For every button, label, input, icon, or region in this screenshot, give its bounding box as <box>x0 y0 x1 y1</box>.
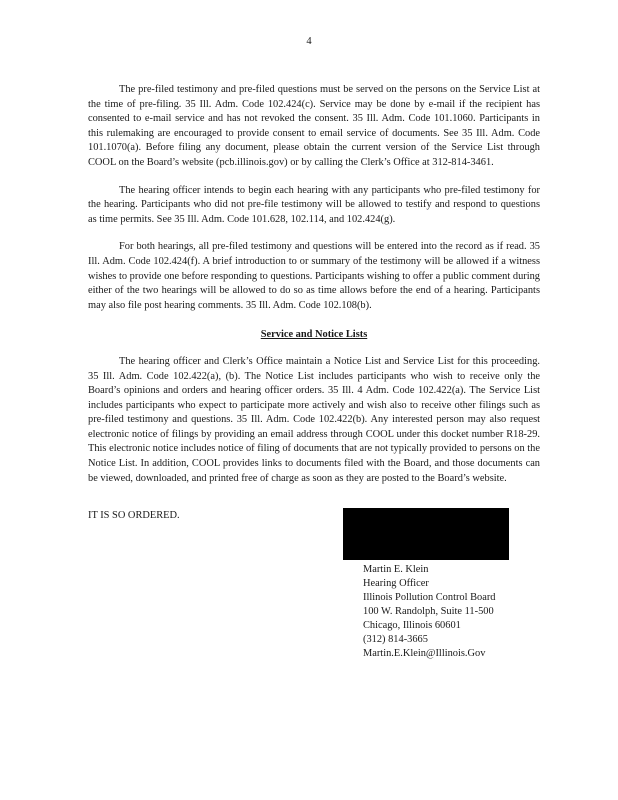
signer-title: Hearing Officer <box>363 578 429 589</box>
signer-address-line1: 100 W. Randolph, Suite 11-500 <box>363 606 494 617</box>
paragraph-prefiled-service: The pre-filed testimony and pre-filed questions must be served on the persons on the Service List at the time of pre-filing. 35 Ill. Adm. Code 102.424(c). Service may be done by e-mail if the recipient has consented to e-mail service and has not revoked the consent. 35 Ill. Adm. Code 101.1060. Participants in this rulemaking are encouraged to provide consent to email service of documents. See 35 Ill. Adm. Code 101.1070(a). Before filing any document, please obtain the current version of the Service List through COOL on the Board’s website (pcb.illinois.gov) or by calling the Clerk’s Office at 312-814-3461. <box>88 84 540 168</box>
signer-email: Martin.E.Klein@Illinois.Gov <box>363 648 486 659</box>
paragraph-record-entry: For both hearings, all pre-filed testimony and questions will be entered into the record as if read. 35 Ill. Adm. Code 102.424(f). A brief introduction to or summary of the testimony will be allowed if a witness wishes to provide one before responding to questions. Participants wishing to offer a public comment during either of the two hearings will be allowed to do so as time allows before the end of a hearing. Participants may also file post hearing comments. 35 Ill. Adm. Code 102.108(b). <box>88 241 540 311</box>
signer-phone: (312) 814-3665 <box>363 634 428 645</box>
paragraph-hearing-order: The hearing officer intends to begin each hearing with any participants who pre-filed testimony for the hearing. Participants who did not pre-file testimony will be allowed to testify and respond to questions as time permits. See 35 Ill. Adm. Code 101.628, 102.114, and 102.424(g). <box>88 184 540 225</box>
page-number: 4 <box>306 36 312 47</box>
document-body <box>88 83 540 499</box>
signer-address-line2: Chicago, Illinois 60601 <box>363 620 461 631</box>
signature-block <box>363 563 496 661</box>
redacted-signature-block <box>343 508 509 560</box>
section-heading: Service and Notice Lists <box>260 329 368 341</box>
signer-name: Martin E. Klein <box>363 564 429 575</box>
paragraph-service-lists: The hearing officer and Clerk’s Office maintain a Notice List and Service List for this proceeding. 35 Ill. Adm. Code 102.422(a), (b). The Notice List includes participants who wish to receive only the Board’s opinions and orders and hearing officer orders. 35 Ill. 4 Adm. Code 102.422(a). The Service List includes participants who expect to participate more actively and wish also to receive other filings such as pre-filed testimony and questions. 35 Ill. Adm. Code 102.422(b). Any interested person may also request electronic notice of filings by providing an email address through COOL under this docket number R18-29. This electronic notice includes notice of filing of documents that are not typically provided to persons on the Notice List. In addition, COOL provides links to documents filed with the Board, and those documents can be viewed, downloaded, and printed free of charge as soon as they are posted to the Board’s website. <box>88 355 540 484</box>
signer-organization: Illinois Pollution Control Board <box>363 592 496 603</box>
closing-statement: IT IS SO ORDERED. <box>88 510 180 521</box>
